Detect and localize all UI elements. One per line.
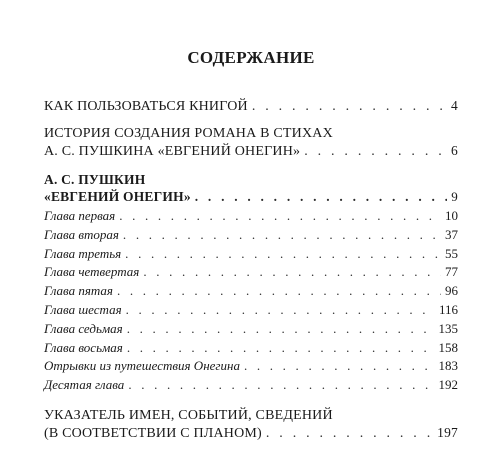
toc-entry-label-line2: (В СООТВЕТСТВИИ С ПЛАНОМ) [44,426,262,441]
toc-page-number: 6 [451,143,458,158]
dot-leader [117,282,441,301]
toc-chapter-entry[interactable] [44,207,458,226]
chapter-label: Десятая глава [44,377,125,393]
dot-leader [143,263,441,282]
dot-leader [252,98,447,115]
toc-page-number: 9 [451,189,458,204]
dot-leader [126,301,435,320]
toc-chapter-entry[interactable] [44,226,458,245]
chapter-page-number: 37 [445,226,458,242]
toc-entry-label-line1: ИСТОРИЯ СОЗДАНИЯ РОМАНА В СТИХАХ [44,126,333,141]
toc-entry-history[interactable] [44,125,458,160]
toc-chapter-entry[interactable] [44,339,458,358]
chapter-page-number: 158 [438,339,458,355]
chapter-page-number: 116 [438,301,458,317]
dot-leader [128,376,434,395]
dot-leader [125,245,441,264]
chapter-page-number: 77 [445,264,458,280]
dot-leader [195,188,448,205]
chapter-list [44,207,458,395]
toc-entry-label-line2: А. С. ПУШКИНА «ЕВГЕНИЙ ОНЕГИН» [44,144,301,159]
toc-entry-intro[interactable] [44,97,458,115]
toc-entry-novel-title: «ЕВГЕНИЙ ОНЕГИН» [44,189,191,204]
chapter-label: Глава седьмая [44,320,123,336]
chapter-page-number: 10 [445,208,458,223]
chapter-page-number: 183 [438,358,458,374]
toc-entry-novel[interactable] [44,171,458,205]
chapter-page-number: 192 [438,377,458,393]
chapter-label: Глава третья [44,245,122,261]
dot-leader [127,320,435,339]
chapter-page-number: 96 [445,283,458,299]
chapter-label: Глава вторая [44,226,119,242]
dot-leader [127,339,435,358]
toc-chapter-entry[interactable] [44,357,458,376]
toc-chapter-entry[interactable] [44,245,458,264]
chapter-page-number: 55 [445,245,458,261]
dot-leader [119,207,441,226]
toc-entry-author: А. С. ПУШКИН [44,172,146,187]
toc-page-number: 197 [437,425,458,440]
toc-entry-index[interactable] [44,407,458,442]
chapter-label: Глава первая [44,208,116,223]
chapter-label: Глава четвертая [44,264,140,280]
dot-leader [304,143,447,160]
dot-leader [123,226,441,245]
chapter-label: Глава пятая [44,283,113,299]
toc-entry-label-line1: УКАЗАТЕЛЬ ИМЕН, СОБЫТИЙ, СВЕДЕНИЙ [44,408,333,423]
chapter-page-number: 135 [438,320,458,336]
toc-chapter-entry[interactable] [44,376,458,395]
dot-leader [244,357,435,376]
toc-chapter-entry[interactable] [44,301,458,320]
chapter-label: Отрывки из путешествия Онегина [44,358,240,374]
page-title: СОДЕРЖАНИЕ [187,48,315,67]
contents-page [44,0,458,476]
toc-chapter-entry[interactable] [44,282,458,301]
dot-leader [266,425,433,442]
toc-chapter-entry[interactable] [44,263,458,282]
chapter-label: Глава восьмая [44,339,123,355]
toc-page-number: 4 [451,98,458,113]
toc-entry-label: КАК ПОЛЬЗОВАТЬСЯ КНИГОЙ [44,99,248,114]
toc-chapter-entry[interactable] [44,320,458,339]
chapter-label: Глава шестая [44,301,122,317]
